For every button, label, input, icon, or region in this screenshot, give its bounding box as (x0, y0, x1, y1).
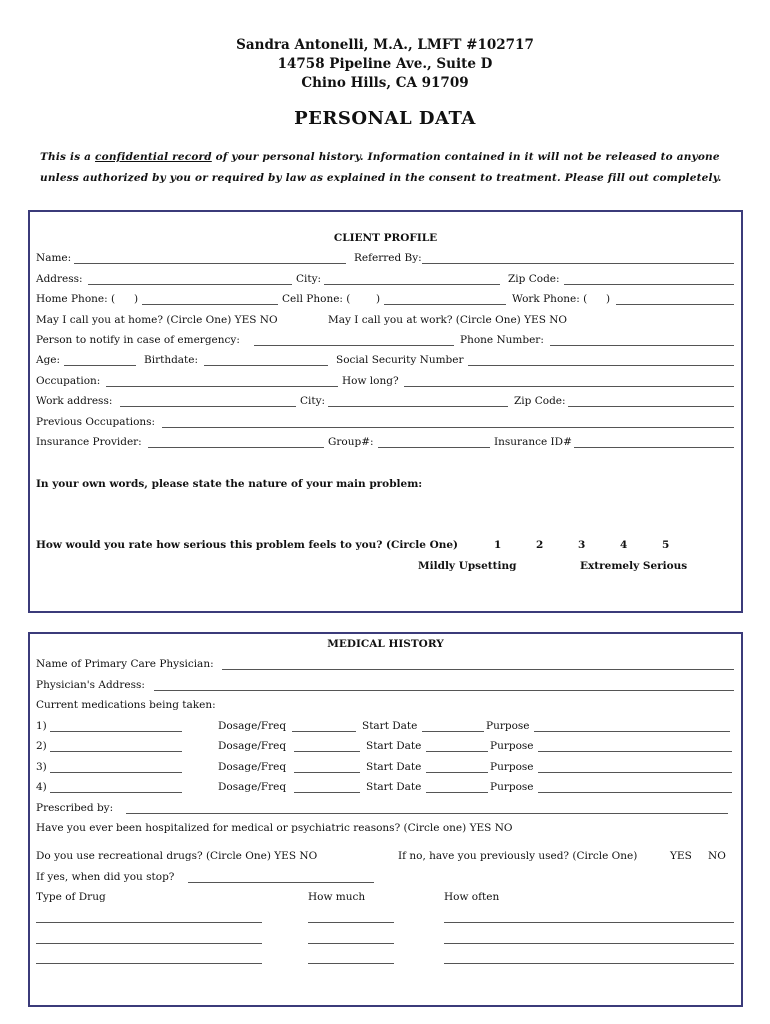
medical-history-title: MEDICAL HISTORY (327, 638, 444, 650)
med-name-field[interactable] (50, 772, 182, 773)
when-stop-field[interactable] (188, 882, 374, 883)
prescribed-by-row (36, 802, 733, 816)
rating-mild-label: Mildly Upsetting (418, 560, 517, 572)
med-name-field[interactable] (50, 792, 182, 793)
work-address-label: Work address: (36, 395, 113, 407)
dosage-field[interactable] (294, 772, 360, 773)
home-phone-paren: ) (134, 293, 139, 305)
intro-line-1 (40, 151, 730, 163)
work-city-label: City: (300, 395, 326, 407)
ssn-field[interactable] (468, 365, 734, 366)
name-label: Name: (36, 252, 72, 264)
intro-line-2: unless authorized by you or required by law as explained in the consent to treatment. Please fill out completely. (40, 172, 722, 184)
street-address: 14758 Pipeline Ave., Suite D (277, 56, 493, 72)
med-row-3 (36, 761, 733, 775)
rating-row (36, 539, 733, 553)
how-long-label: How long? (342, 375, 399, 387)
address-field[interactable] (88, 284, 292, 285)
intro-pre: This is a (40, 151, 96, 163)
city-label: City: (296, 273, 322, 285)
main-problem-question: In your own words, please state the nature of your main problem: (36, 478, 423, 490)
occupation-row (36, 375, 733, 389)
drug-frequency-field[interactable] (444, 943, 734, 944)
prescribed-by-label: Prescribed by: (36, 802, 114, 814)
age-field[interactable] (64, 365, 136, 366)
work-address-row (36, 395, 733, 409)
address-label: Address: (36, 273, 83, 285)
when-stop-row (36, 871, 733, 885)
referred-by-label: Referred By: (354, 252, 422, 264)
city-field[interactable] (324, 284, 500, 285)
drug-type-field[interactable] (36, 943, 262, 944)
rating-4[interactable]: 4 (620, 539, 628, 551)
address-row (36, 273, 733, 287)
work-phone-field[interactable] (616, 304, 734, 305)
med-row-1 (36, 720, 733, 734)
previously-question: If no, have you previously used? (Circle One) (398, 850, 638, 862)
physician-row (36, 658, 733, 672)
phone-number-label: Phone Number: (460, 334, 544, 346)
hospitalized-question[interactable]: Have you ever been hospitalized for medical or psychiatric reasons? (Circle one) YES NO (36, 822, 513, 834)
work-phone-paren: ) (606, 293, 611, 305)
start-date-field[interactable] (422, 731, 484, 732)
phone-row (36, 293, 733, 307)
rating-1[interactable]: 1 (494, 539, 502, 551)
physician-field[interactable] (222, 669, 734, 670)
drug-type-field[interactable] (36, 922, 262, 923)
hospitalized-row (36, 822, 733, 836)
drug-row-1 (36, 911, 733, 925)
work-address-field[interactable] (120, 406, 296, 407)
ssn-label: Social Security Number (336, 354, 464, 366)
call-home-question[interactable]: May I call you at home? (Circle One) YES NO (36, 314, 278, 326)
drug-amount-field[interactable] (308, 963, 394, 964)
drug-row-3 (36, 952, 733, 966)
previously-yes[interactable]: YES (670, 850, 692, 862)
rating-question: How would you rate how serious this problem feels to you? (Circle One) (36, 539, 459, 551)
dosage-label: Dosage/Freq (218, 720, 287, 732)
med-number: 2) (36, 740, 47, 752)
name-row (36, 252, 733, 266)
drug-amount-field[interactable] (308, 943, 394, 944)
drug-frequency-field[interactable] (444, 922, 734, 923)
dosage-field[interactable] (294, 792, 360, 793)
start-date-label: Start Date (366, 781, 422, 793)
med-number: 4) (36, 781, 47, 793)
start-date-field[interactable] (426, 792, 488, 793)
type-of-drug-header: Type of Drug (36, 891, 106, 903)
dosage-field[interactable] (292, 731, 356, 732)
drug-amount-field[interactable] (308, 922, 394, 923)
physician-address-row (36, 679, 733, 693)
age-row (36, 354, 733, 368)
how-much-header: How much (308, 891, 366, 903)
previously-no[interactable]: NO (708, 850, 726, 862)
start-date-field[interactable] (426, 772, 488, 773)
med-number: 1) (36, 720, 47, 732)
client-profile-title: CLIENT PROFILE (333, 232, 438, 244)
group-label: Group#: (328, 436, 374, 448)
how-long-field[interactable] (404, 386, 734, 387)
city-state-zip: Chino Hills, CA 91709 (301, 75, 469, 91)
emergency-label: Person to notify in case of emergency: (36, 334, 240, 346)
purpose-field[interactable] (538, 772, 732, 773)
purpose-field[interactable] (538, 751, 732, 752)
purpose-label: Purpose (486, 720, 530, 732)
call-permission-row (36, 314, 733, 328)
purpose-field[interactable] (538, 792, 732, 793)
med-row-4 (36, 781, 733, 795)
cell-phone-paren: ) (376, 293, 381, 305)
dosage-label: Dosage/Freq (218, 781, 287, 793)
rating-5[interactable]: 5 (662, 539, 670, 551)
drug-frequency-field[interactable] (444, 963, 734, 964)
practitioner-name: Sandra Antonelli, M.A., LMFT #102717 (236, 37, 534, 53)
cell-phone-label: Cell Phone: ( (282, 293, 351, 305)
dosage-field[interactable] (294, 751, 360, 752)
referred-by-field[interactable] (422, 263, 734, 264)
main-problem-row (36, 478, 733, 492)
insurance-id-label: Insurance ID# (494, 436, 572, 448)
emergency-field[interactable] (254, 345, 454, 346)
birthdate-field[interactable] (204, 365, 328, 366)
birthdate-label: Birthdate: (144, 354, 199, 366)
zip-field[interactable] (564, 284, 734, 285)
work-zip-label: Zip Code: (514, 395, 566, 407)
home-phone-label: Home Phone: ( (36, 293, 116, 305)
med-name-field[interactable] (50, 731, 182, 732)
drugs-row (36, 850, 733, 864)
group-field[interactable] (378, 447, 490, 448)
work-zip-field[interactable] (568, 406, 734, 407)
when-stop-label: If yes, when did you stop? (36, 871, 175, 883)
drug-row-2 (36, 932, 733, 946)
cell-phone-field[interactable] (384, 304, 506, 305)
start-date-label: Start Date (362, 720, 418, 732)
start-date-field[interactable] (426, 751, 488, 752)
name-field[interactable] (74, 263, 346, 264)
physician-label: Name of Primary Care Physician: (36, 658, 214, 670)
med-row-2 (36, 740, 733, 754)
prescribed-by-field[interactable] (126, 813, 728, 814)
rating-extreme-label: Extremely Serious (580, 560, 688, 572)
call-work-question[interactable]: May I call you at work? (Circle One) YES NO (328, 314, 568, 326)
rating-scale-row (36, 560, 733, 574)
phone-number-field[interactable] (550, 345, 734, 346)
purpose-label: Purpose (490, 781, 534, 793)
purpose-field[interactable] (534, 731, 730, 732)
start-date-label: Start Date (366, 761, 422, 773)
purpose-label: Purpose (490, 740, 534, 752)
start-date-label: Start Date (366, 740, 422, 752)
zip-label: Zip Code: (508, 273, 560, 285)
work-phone-label: Work Phone: ( (512, 293, 588, 305)
insurance-field[interactable] (148, 447, 324, 448)
page-title: PERSONAL DATA (294, 108, 476, 129)
insurance-id-field[interactable] (574, 447, 734, 448)
dosage-label: Dosage/Freq (218, 761, 287, 773)
age-label: Age: (36, 354, 61, 366)
insurance-row (36, 436, 733, 450)
med-name-field[interactable] (50, 751, 182, 752)
intro-underlined: confidential record (95, 151, 212, 163)
med-number: 3) (36, 761, 47, 773)
physician-address-field[interactable] (154, 690, 734, 691)
prev-occupations-row (36, 416, 733, 430)
drug-table-header (36, 891, 733, 905)
home-phone-field[interactable] (142, 304, 278, 305)
letterhead (0, 36, 770, 93)
purpose-label: Purpose (490, 761, 534, 773)
dosage-label: Dosage/Freq (218, 740, 287, 752)
emergency-row (36, 334, 733, 348)
work-city-field[interactable] (328, 406, 508, 407)
prev-occupations-field[interactable] (162, 427, 734, 428)
physician-address-label: Physician's Address: (36, 679, 145, 691)
how-often-header: How often (444, 891, 500, 903)
current-meds-label: Current medications being taken: (36, 699, 216, 711)
rating-2[interactable]: 2 (536, 539, 544, 551)
current-meds-row (36, 699, 733, 713)
intro-post: of your personal history. Information contained in it will not be released to anyone (211, 151, 720, 163)
drug-type-field[interactable] (36, 963, 262, 964)
occupation-field[interactable] (106, 386, 338, 387)
rating-3[interactable]: 3 (578, 539, 586, 551)
drugs-question[interactable]: Do you use recreational drugs? (Circle One) YES NO (36, 850, 318, 862)
medical-history-section (28, 632, 743, 1007)
insurance-label: Insurance Provider: (36, 436, 142, 448)
occupation-label: Occupation: (36, 375, 101, 387)
client-profile-section (28, 210, 743, 613)
prev-occupations-label: Previous Occupations: (36, 416, 156, 428)
